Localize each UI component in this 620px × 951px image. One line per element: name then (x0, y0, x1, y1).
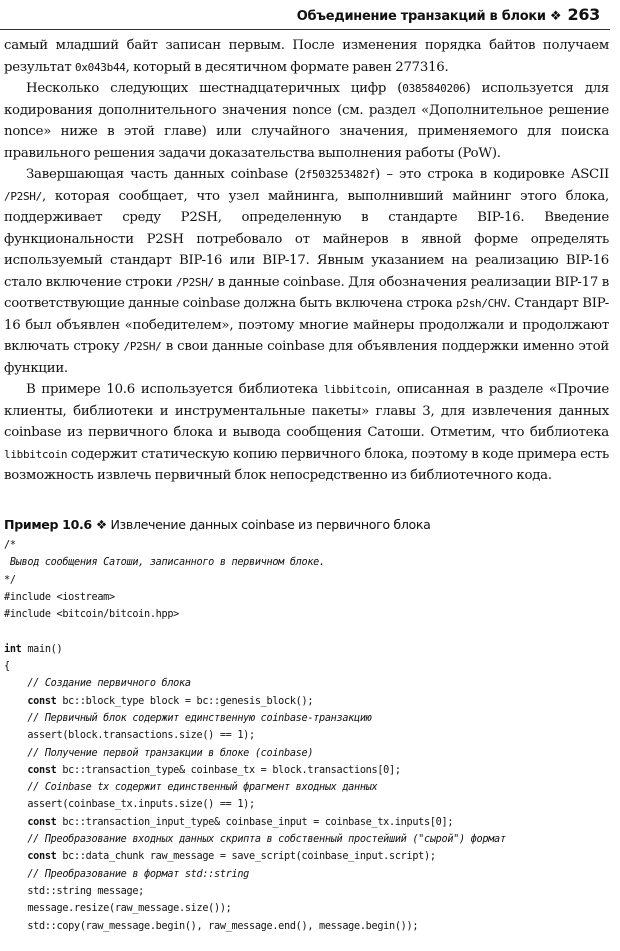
code-line: #include <iostream> (4, 591, 115, 603)
code-line: int main() (4, 643, 63, 655)
code-line: assert(block.transactions.size() == 1); (4, 730, 255, 742)
paragraph (4, 379, 609, 487)
inline-code: /P2SH/ (175, 275, 214, 289)
code-line: const bc::block_type block = bc::genesis_block(); (27, 695, 314, 707)
paragraph-text: . Стандарт BIP-16 был объявлен «победителем», поэтому многие майнеры продолжали и продолжают включать строку (4, 296, 609, 354)
paragraph-text: , описанная в разделе «Прочие клиенты, библиотеки и инструментальные пакеты» главы 3, для извлечения данных coinbase из первичного блока и вывода сообщения Сатоши. Отметим, что библиотека (4, 382, 609, 440)
inline-code: 2f503253482f (299, 168, 376, 181)
paragraph-text: в данные coinbase. Для обозначения реализации BIP-17 в соответствующие данные coinbase должна быть включена строка (4, 274, 609, 311)
code-line: assert(coinbase_tx.inputs.size() == 1); (4, 799, 255, 811)
code-line: // Первичный блок содержит единственную coinbase-транзакцию (4, 712, 372, 724)
code-line: /* (4, 540, 16, 551)
code-line: const bc::data_chunk raw_message = save_script(coinbase_input.script); (27, 851, 436, 863)
body-text (4, 35, 609, 487)
paragraph-text: содержит статическую копию первичного блока, поэтому в коде примера есть возможность извлечь первичный блок непосредственно из библиотечного кода. (4, 446, 609, 483)
paragraph (4, 35, 609, 78)
paragraph-text: В примере 10.6 используется библиотека (26, 382, 324, 397)
code-line: */ (4, 574, 16, 586)
inline-code: /P2SH/ (123, 340, 162, 353)
example-label: Пример 10.6 ❖ (4, 517, 107, 532)
code-line: #include <bitcoin/bitcoin.hpp> (4, 609, 180, 621)
paragraph-text: в свои данные coinbase для объявления поддержки именно этой функции. (4, 339, 609, 376)
example-caption (4, 517, 609, 532)
inline-code: libbitcoin (323, 383, 388, 396)
paragraph-text: , которая сообщает, что узел майнинга, выполнивший майнинг этого блока, поддерживает среду P2SH, определенную в стандарте BIP-16. Введение функциональности P2SH потребовало от майнеров в явной форме определять используемый стандарт BIP-16 или BIP-17. Явным указанием на реализацию BIP-16 стало включение строки (4, 188, 609, 290)
code-line: // Coinbase tx содержит единственный фрагмент входных данных (4, 782, 378, 794)
code-line: // Получение первой транзакции в блоке (coinbase) (4, 747, 314, 759)
inline-code: 0385840206 (402, 82, 466, 95)
inline-code: p2sh/CHV (456, 297, 507, 310)
code-listing (4, 537, 609, 935)
code-line: message.resize(raw_message.size()); (4, 903, 232, 915)
paragraph-text: Несколько следующих шестнадцатеричных цифр ( (26, 81, 403, 96)
paragraph-text: ) – это строка в кодировке ASCII (375, 167, 609, 182)
header-rule (0, 29, 610, 30)
page-header (0, 0, 620, 30)
code-line: std::string message; (4, 885, 145, 897)
running-head (297, 5, 600, 24)
paragraph-text: Завершающая часть данных coinbase ( (26, 167, 300, 182)
running-head-title: Объединение транзакций в блоки ❖ (296, 9, 562, 24)
code-line: { (4, 661, 10, 673)
code-line: Вывод сообщения Сатоши, записанного в первичном блоке. (4, 557, 325, 569)
paragraph-text: ) используется для кодирования дополнительного значения nonce (см. раздел «Дополнительное решение nonce» ниже в этой главе) или случайного значения, применяемого для поиска правильного решения задачи доказательства выполнения работы (PoW). (4, 81, 609, 161)
code-line: // Преобразование входных данных скрипта в собственный простейший ("сырой") формат (4, 834, 506, 846)
inline-code: 0x043b44 (75, 60, 126, 74)
paragraph (4, 164, 609, 379)
paragraph-text: , который в десятичном формате равен 277316. (125, 59, 449, 75)
paragraph (4, 78, 609, 164)
code-line: const bc::transaction_type& coinbase_tx = block.transactions[0]; (27, 764, 401, 776)
example-title: Извлечение данных coinbase из первичного блока (110, 517, 431, 532)
page-number: 263 (567, 5, 600, 24)
code-line: // Создание первичного блока (4, 678, 191, 690)
paragraph-text: самый младший байт записан первым. После изменения порядка байтов получаем результат (4, 38, 609, 75)
code-line (4, 623, 609, 640)
code-line: std::copy(raw_message.begin(), raw_message.end(), message.begin()); (4, 920, 419, 932)
code-line: const bc::transaction_input_type& coinbase_input = coinbase_tx.inputs[0]; (27, 816, 454, 828)
inline-code: /P2SH/ (4, 189, 42, 203)
inline-code: libbitcoin (4, 447, 68, 461)
code-line: // Преобразование в формат std::string (4, 868, 250, 880)
